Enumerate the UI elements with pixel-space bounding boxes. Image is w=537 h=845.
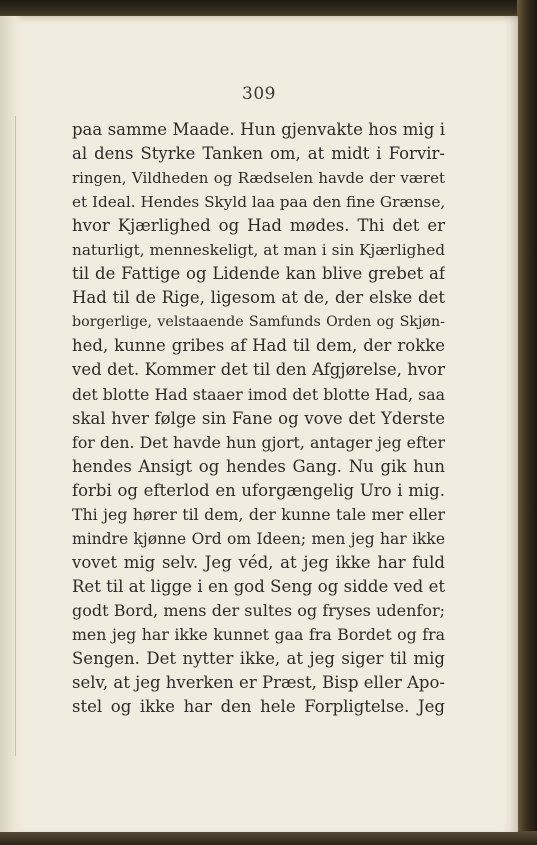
text-line: paa samme Maade. Hun gjenvakte hos mig i <box>72 120 445 139</box>
text-line: hendes Ansigt og hendes Gang. Nu gik hun <box>72 456 445 476</box>
text-line: selv, at jeg hverken er Præst, Bisp eller Apo- <box>72 673 445 693</box>
text-line: Had til de Rige, ligesom at de, der elske det <box>72 288 445 308</box>
text-line: ved det. Kommer det til den Afgjørelse, hvor <box>72 360 445 380</box>
text-line: til de Fattige og Lidende kan blive grebet af <box>72 264 445 284</box>
binding-edge <box>517 0 537 845</box>
text-line: Sengen. Det nytter ikke, at jeg siger til mig <box>72 649 445 669</box>
text-line: skal hver følge sin Fane og vove det Yderste <box>72 408 445 428</box>
text-line: Thi jeg hører til dem, der kunne tale mer eller <box>72 504 445 524</box>
text-line: hed, kunne gribes af Had til dem, der rokke <box>72 336 445 356</box>
body-text <box>72 118 445 719</box>
text-line: det blotte Had staaer imod det blotte Had, saa <box>72 384 445 404</box>
gutter-fold-line <box>15 116 16 756</box>
text-line: godt Bord, mens der sultes og fryses udenfor; <box>72 600 445 620</box>
text-line: Ret til at ligge i en god Seng og sidde ved et <box>72 576 445 596</box>
text-line: borgerlige, velstaaende Samfunds Orden og Skjøn- <box>72 314 445 331</box>
text-line: forbi og efterlod en uforgængelig Uro i mig. <box>72 480 445 500</box>
bottom-edge <box>0 831 537 845</box>
text-line: naturligt, menneskeligt, at man i sin Kjærlighed <box>72 241 445 260</box>
text-line: men jeg har ikke kunnet gaa fra Bordet og fra <box>72 624 445 644</box>
text-line: al dens Styrke Tanken om, at midt i Forvir- <box>72 144 445 164</box>
text-line: stel og ikke har den hele Forpligtelse. Jeg <box>72 697 445 717</box>
text-line: for den. Det havde hun gjort, antager jeg efter <box>72 432 445 452</box>
text-line: hvor Kjærlighed og Had mødes. Thi det er <box>72 216 445 236</box>
text-line: et Ideal. Hendes Skyld laa paa den fine Grænse, <box>72 193 445 212</box>
text-line: ringen, Vildheden og Rædselen havde der været <box>72 169 445 188</box>
page-number: 309 <box>242 84 276 104</box>
text-line: vovet mig selv. Jeg véd, at jeg ikke har fuld <box>72 552 445 572</box>
text-line: mindre kjønne Ord om Ideen; men jeg har ikke <box>72 529 445 548</box>
page-gutter <box>0 16 24 832</box>
